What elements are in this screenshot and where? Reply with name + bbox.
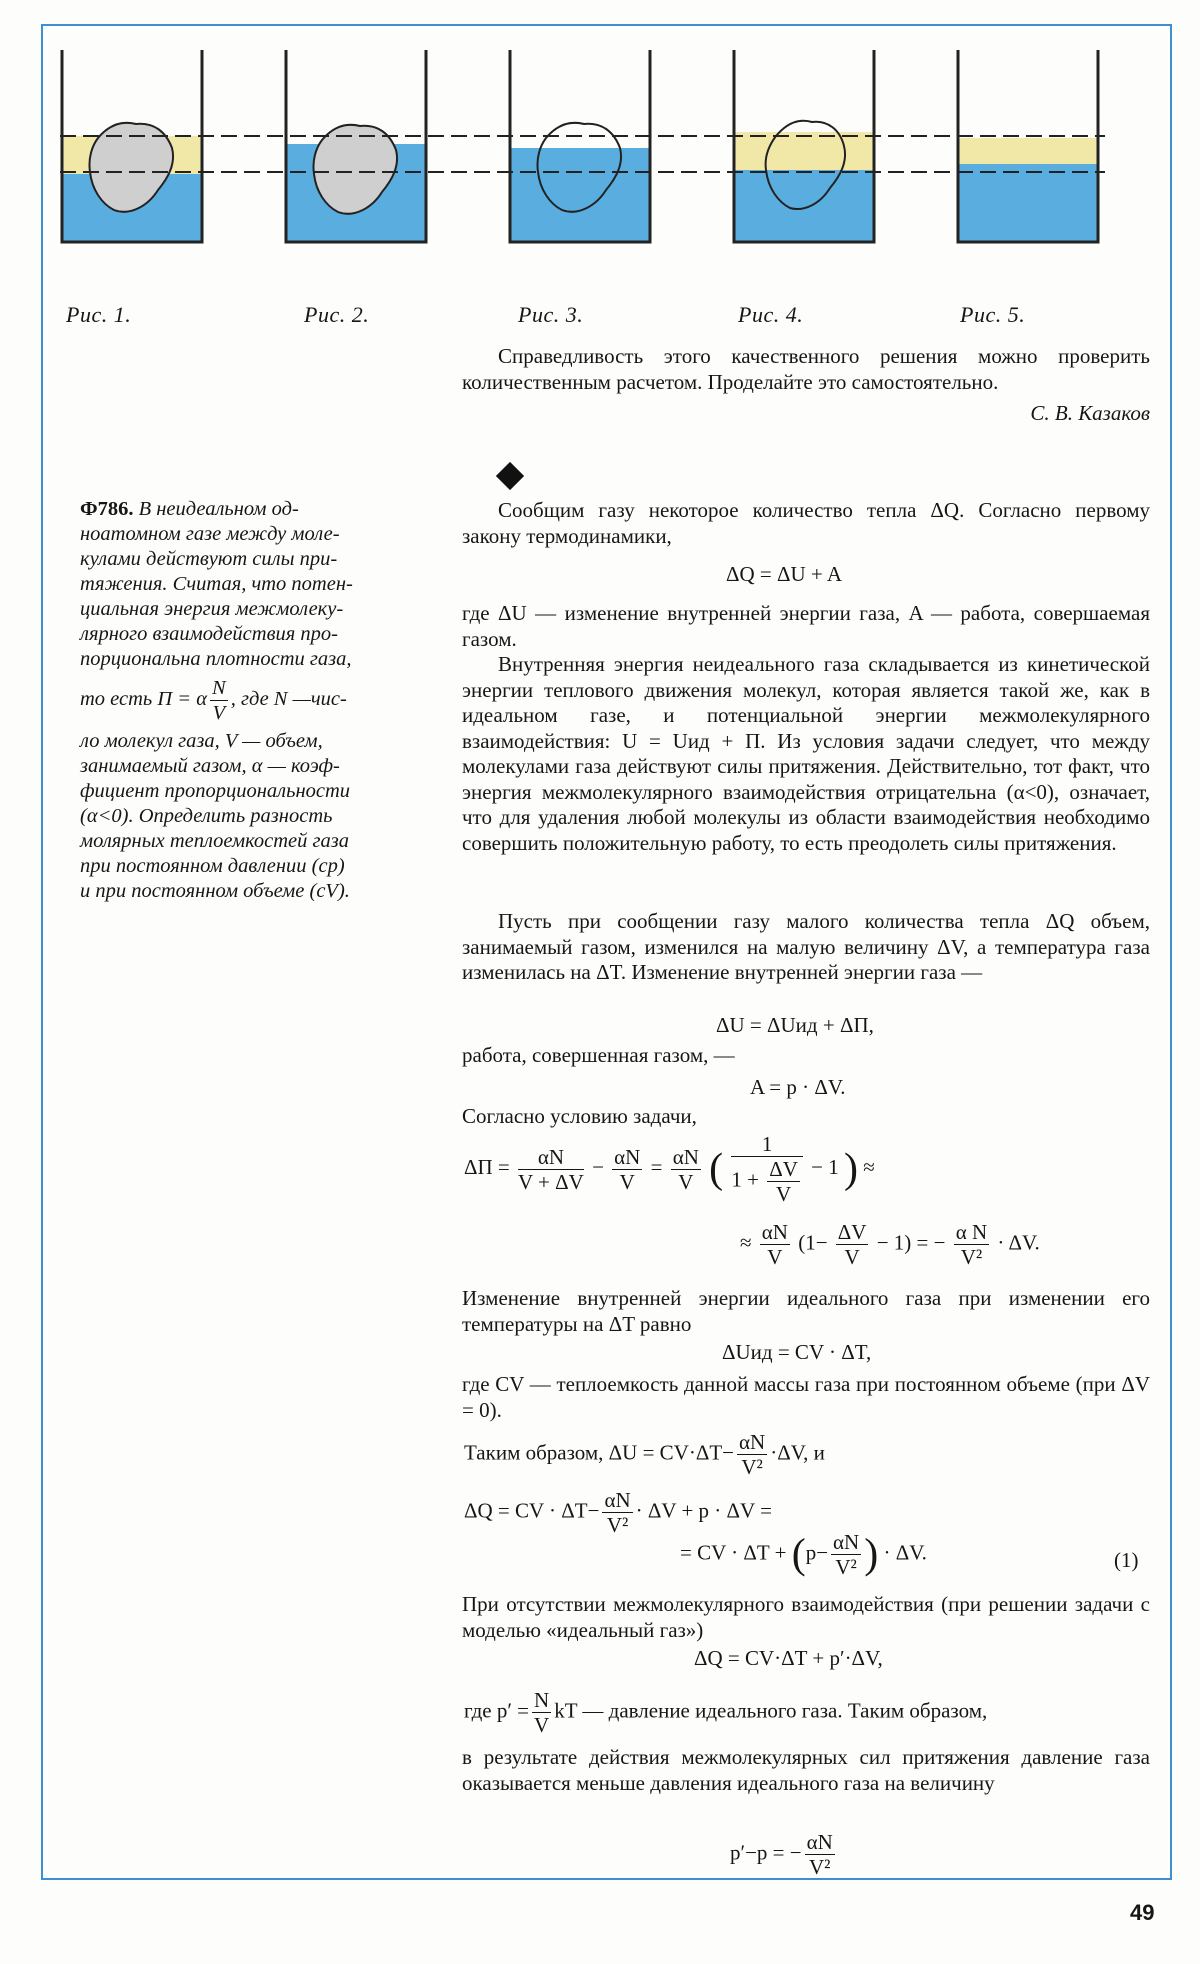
level-lines: [60, 120, 1110, 180]
equation-delta-u: ΔU = ΔUид + ΔП,: [716, 1013, 874, 1037]
caption-fig-3: Рис. 3.: [518, 302, 584, 327]
solution-p4: Пусть при сообщении газу малого количества тепла ΔQ объем, занимаемый газом, изменился на малую величину ΔV, а температура газа изменилась на ΔT. Изменение внутренней энергии газа —: [462, 909, 1150, 984]
problem-number: Ф786.: [80, 498, 134, 520]
problem-line: ло молекул газа, V — объем,: [80, 730, 323, 752]
intro-paragraph: [462, 344, 1150, 427]
problem-line: (α<0). Определить разность: [80, 805, 333, 827]
equation-work: A = p · ΔV.: [750, 1075, 846, 1099]
problem-line: и при постоянном объеме (cV).: [80, 880, 350, 902]
problem-line: В неидеальном од-: [138, 498, 299, 520]
equation-delta-q-ideal: ΔQ = CV·ΔT + p′·ΔV,: [694, 1646, 883, 1670]
solution-p5: работа, совершенная газом, —: [462, 1043, 735, 1067]
problem-line: циальная энергия межмолеку-: [80, 598, 344, 620]
solution-p11: где p′ = $\frac{N}{V}$ kT — давление идеального газа. Таким образом,: [464, 1688, 988, 1737]
equation-pressure-difference: p′−p = − $\frac{\alpha N}{\text{V²}}$: [730, 1830, 833, 1879]
problem-line: кулами действуют силы при-: [80, 548, 338, 570]
solution-p3: Внутренняя энергия неидеального газа складывается из кинетической энергии теплового движения молекул, которая является такой же, как в идеальном газе, и потенциальной энергии межмолекулярного взаимодействия: U = Uид + П. Из условия задачи следует, что между молекулами газа действуют силы притяжения. Действительно, тот факт, что энергия межмолекулярного взаимодействия отрицательна (α<0), означает, что для удаления любой молекулы из области взаимодействия необходимо совершить положительную работу, то есть преодолеть силы притяжения.: [462, 652, 1150, 855]
solution-p7: Изменение внутренней энергии идеального газа при изменении его температуры на ΔT равно: [462, 1286, 1150, 1336]
problem-statement: [80, 497, 388, 904]
intro-text: Справедливость этого качественного решения можно проверить количественным расчетом. Проделайте это самостоятельно.: [462, 344, 1150, 394]
equation-delta-pi-approx: ≈ $\frac{\alpha N}{V}$ (1− $\frac{\Delta V}{V}$ − 1) = − $\frac{\text{α N}}{\text{V²}}$ · ΔV.: [740, 1220, 1040, 1269]
problem-line: фициент пропорциональности: [80, 780, 351, 802]
solution-p1: Сообщим газу некоторое количество тепла ΔQ. Согласно первому закону термодинамики,: [462, 498, 1150, 548]
problem-line: молярных теплоемкостей газа: [80, 830, 350, 852]
problem-line: тяжения. Считая, что потен-: [80, 573, 353, 595]
equation-delta-pi: ΔП = $\frac{\alpha N}{V + \Delta V}$ − $\frac{\alpha N}{V}$ = $\frac{\alpha N}{V}$ ( 1 1 + $\frac{\Delta V}{V}$ − 1 ) ≈: [464, 1132, 875, 1206]
equation-1: = CV · ΔT + (p− $\frac{\alpha N}{\text{V²}}$ ) · ΔV.: [680, 1530, 927, 1579]
problem-formula: то есть П = α $\frac{N}{V}$ , где N —чис-: [80, 677, 347, 724]
solution-p8: где CV — теплоемкость данной массы газа при постоянном объеме (при ΔV = 0).: [462, 1372, 1150, 1422]
equation-delta-u-ideal: ΔUид = CV · ΔT,: [722, 1340, 872, 1364]
equation-1-label: (1): [1114, 1548, 1139, 1572]
problem-line: порциональна плотности газа,: [80, 648, 352, 670]
equation-delta-q: ΔQ = CV · ΔT− $\frac{\alpha N}{\text{V²}}$ · ΔV + p · ΔV =: [464, 1488, 772, 1537]
solution-p2: где ΔU — изменение внутренней энергии газа, A — работа, совершаемая газом.: [462, 601, 1150, 651]
problem-line: ноатомном газе между моле-: [80, 523, 340, 545]
water: [734, 170, 874, 242]
page-number: 49: [1130, 1900, 1155, 1925]
caption-fig-1: Рис. 1.: [66, 302, 132, 327]
caption-fig-4: Рис. 4.: [738, 302, 804, 327]
solution-p10: При отсутствии межмолекулярного взаимодействия (при решении задачи с моделью «идеальный газ»): [462, 1592, 1150, 1642]
caption-fig-5: Рис. 5.: [960, 302, 1026, 327]
problem-line: занимаемый газом, α — коэф-: [80, 755, 340, 777]
solution-p9: Таким образом, ΔU = CV·ΔT− $\frac{\alpha N}{\text{V²}}$ ·ΔV, и: [464, 1430, 825, 1479]
solution-p6: Согласно условию задачи,: [462, 1104, 697, 1128]
caption-fig-2: Рис. 2.: [304, 302, 370, 327]
problem-line: при постоянном давлении (cp): [80, 855, 345, 877]
equation-first-law: ΔQ = ΔU + A: [726, 562, 843, 586]
author: С. В. Казаков: [1030, 401, 1150, 425]
solution-p12: в результате действия межмолекулярных сил притяжения давление газа оказывается меньше давления идеального газа на величину: [462, 1745, 1150, 1795]
problem-line: лярного взаимодействия про-: [80, 623, 338, 645]
